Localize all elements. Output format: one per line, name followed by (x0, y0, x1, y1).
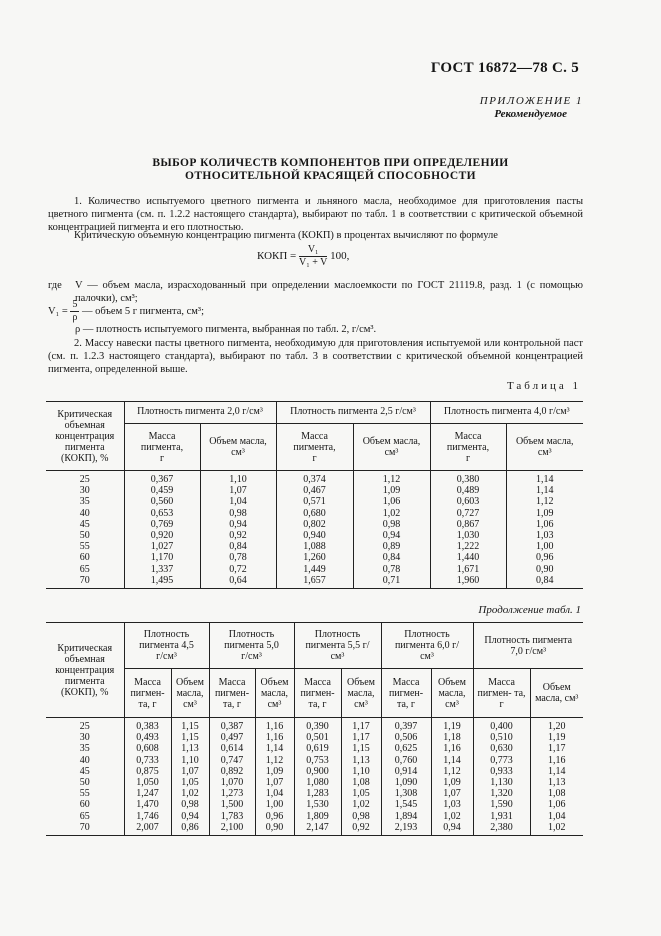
appendix-sublabel: Рекомендуемое (494, 108, 567, 120)
cell-kokp: 45 (79, 765, 90, 777)
table-cell: 1,657 (276, 575, 353, 589)
table-cell: 2,380 (473, 822, 530, 836)
table-cell: 1,495 (124, 575, 200, 589)
table-cell: 1,14 (506, 485, 583, 496)
table-row (46, 541, 583, 552)
table-cell: 1,10 (341, 766, 381, 777)
table1-subheader-volume: Объем масла, см³ (200, 424, 276, 471)
table-cell: 0,92 (341, 822, 381, 836)
table-cell: 1,05 (341, 788, 381, 799)
table-cell: 0,802 (276, 519, 353, 530)
table-row (46, 777, 583, 788)
table-row (46, 530, 583, 541)
table-cell: 0,390 (294, 718, 341, 733)
appendix-label: ПРИЛОЖЕНИЕ 1 (479, 95, 583, 107)
table-cell: 1,783 (209, 811, 255, 822)
table-cell: 0,84 (353, 552, 430, 563)
table-row (46, 552, 583, 563)
table-cell: 0,630 (473, 743, 530, 754)
cell-kokp: 30 (79, 732, 90, 744)
paragraph-3: 2. Массу навески пасты цветного пигмента, необходимую для приготовления испытуемой или контрольной паст (см. п. 1.2.3 настоящего стандарта), выбирают по табл. 3 в соответствии с критической объемной концентрацией пигмента, определенной выше. (48, 338, 583, 375)
table-cell: 1,13 (341, 755, 381, 766)
table1-label: Таблица 1 (506, 380, 581, 392)
table-cell: 1,088 (276, 541, 353, 552)
table-cell: 1,746 (124, 811, 171, 822)
table2-subheader-mass: Масса пигмен- та, г (294, 669, 341, 718)
table-cell: 0,467 (276, 485, 353, 496)
table-cell: 1,15 (341, 743, 381, 754)
table2-subheader-volume: Объем масла, см³ (341, 669, 381, 718)
table-cell: 1,20 (530, 718, 583, 733)
table-row (46, 485, 583, 496)
table2-subheader-mass: Масса пигмен- та, г (209, 669, 255, 718)
formula-lhs: КОКП = (257, 250, 297, 263)
table1-header-group: Плотность пигмента 2,0 г/см³ (124, 402, 276, 424)
cell-kokp: 65 (79, 563, 90, 575)
table2-header-group: Плотность пигмента 7,0 г/см³ (473, 623, 583, 669)
cell-kokp: 50 (79, 777, 90, 789)
v1-lhs: V₁ = (48, 305, 68, 317)
cell-kokp: 35 (79, 743, 90, 755)
section-title-line1: ВЫБОР КОЛИЧЕСТВ КОМПОНЕНТОВ ПРИ ОПРЕДЕЛЕНИИ (152, 157, 509, 169)
table-cell: 0,653 (124, 508, 200, 519)
cell-kokp: 35 (79, 496, 90, 508)
table-cell: 1,02 (171, 788, 209, 799)
table-cell: 0,94 (431, 822, 473, 836)
table2-subheader-mass: Масса пигмен- та, г (124, 669, 171, 718)
table-cell: 1,13 (171, 743, 209, 754)
table-cell: 0,510 (473, 732, 530, 743)
table-cell: 1,931 (473, 811, 530, 822)
table-cell: 1,10 (171, 755, 209, 766)
cell-kokp: 65 (79, 810, 90, 822)
table-row (46, 799, 583, 810)
table-cell: 1,545 (381, 799, 431, 810)
table-cell: 0,98 (341, 811, 381, 822)
table2-header-group: Плотность пигмента 6,0 г/см³ (381, 623, 473, 669)
cell-kokp: 40 (79, 754, 90, 766)
table-cell: 0,933 (473, 766, 530, 777)
table-cell: 0,94 (171, 811, 209, 822)
table1-continuation-label: Продолжение табл. 1 (478, 604, 581, 616)
table-cell: 1,080 (294, 777, 341, 788)
table-cell: 1,04 (255, 788, 294, 799)
table-cell: 1,06 (353, 496, 430, 507)
table-cell: 0,78 (353, 564, 430, 575)
v1-fraction (70, 299, 79, 324)
table-cell: 0,98 (200, 508, 276, 519)
table1-header-group: Плотность пигмента 2,5 г/см³ (276, 402, 430, 424)
table-cell: 0,459 (124, 485, 200, 496)
table-cell: 1,894 (381, 811, 431, 822)
table-cell: 0,72 (200, 564, 276, 575)
table-cell: 2,007 (124, 822, 171, 836)
table2-subheader-volume: Объем масла, см³ (431, 669, 473, 718)
table-cell: 0,614 (209, 743, 255, 754)
table-cell: 0,760 (381, 755, 431, 766)
table-cell: 1,030 (430, 530, 506, 541)
table-cell: 1,07 (431, 788, 473, 799)
table-cell: 1,07 (200, 485, 276, 496)
table-cell: 0,96 (506, 552, 583, 563)
table1-subheader-mass: Масса пигмента, г (276, 424, 353, 471)
table-row (46, 732, 583, 743)
table-cell: 0,603 (430, 496, 506, 507)
table-cell: 0,608 (124, 743, 171, 754)
table-cell: 0,900 (294, 766, 341, 777)
where-v1-row (48, 299, 204, 324)
table-row (46, 519, 583, 530)
table-cell: 1,02 (530, 822, 583, 836)
table-cell: 1,027 (124, 541, 200, 552)
table1-subheader-mass: Масса пигмента, г (430, 424, 506, 471)
table-cell: 1,14 (431, 755, 473, 766)
table-row (46, 564, 583, 575)
table-cell: 1,12 (255, 755, 294, 766)
table-cell: 1,16 (431, 743, 473, 754)
table-1-continuation (46, 622, 583, 836)
table-cell: 0,619 (294, 743, 341, 754)
table-cell: 0,96 (255, 811, 294, 822)
table-cell: 0,560 (124, 496, 200, 507)
table2-header-group: Плотность пигмента 5,5 г/см³ (294, 623, 381, 669)
section-title-line2: ОТНОСИТЕЛЬНОЙ КРАСЯЩЕЙ СПОСОБНОСТИ (184, 170, 477, 182)
table-cell: 1,03 (506, 530, 583, 541)
table-cell: 0,867 (430, 519, 506, 530)
table-cell: 1,16 (530, 755, 583, 766)
table-cell: 1,320 (473, 788, 530, 799)
formula-denominator: V₁ + V (299, 257, 328, 268)
table1-subheader-volume: Объем масла, см³ (506, 424, 583, 471)
table-cell: 0,90 (255, 822, 294, 836)
table-cell: 0,71 (353, 575, 430, 589)
table-cell: 1,050 (124, 777, 171, 788)
table-cell: 0,489 (430, 485, 506, 496)
table-cell: 0,98 (171, 799, 209, 810)
table-cell: 1,15 (171, 732, 209, 743)
table-cell: 1,18 (431, 732, 473, 743)
table-row (46, 755, 583, 766)
table-cell: 1,07 (171, 766, 209, 777)
table2-header-group: Плотность пигмента 4,5 г/см³ (124, 623, 209, 669)
table-row (46, 811, 583, 822)
table-cell: 0,64 (200, 575, 276, 589)
table-cell: 0,94 (200, 519, 276, 530)
table-cell: 1,247 (124, 788, 171, 799)
table-cell: 0,940 (276, 530, 353, 541)
table-cell: 1,06 (530, 799, 583, 810)
table-cell: 1,222 (430, 541, 506, 552)
table2-subheader-mass: Масса пигмен- та, г (473, 669, 530, 718)
v1-definition: — объем 5 г пигмента, см³; (82, 305, 204, 317)
table-1 (46, 401, 583, 589)
table-cell: 0,733 (124, 755, 171, 766)
table1-header-group: Плотность пигмента 4,0 г/см³ (430, 402, 583, 424)
table-cell: 1,00 (255, 799, 294, 810)
table-cell: 1,06 (506, 519, 583, 530)
table-cell: 1,14 (255, 743, 294, 754)
table-cell: 1,08 (530, 788, 583, 799)
table-cell: 1,16 (255, 732, 294, 743)
table-cell: 1,337 (124, 564, 200, 575)
formula-fraction (299, 244, 327, 269)
table-cell: 1,809 (294, 811, 341, 822)
table-cell: 2,100 (209, 822, 255, 836)
table-cell: 1,130 (473, 777, 530, 788)
table-cell: 0,501 (294, 732, 341, 743)
where-lead: где (48, 280, 62, 291)
v1-denominator: ρ (72, 312, 78, 323)
table-cell: 2,193 (381, 822, 431, 836)
table-cell: 0,380 (430, 471, 506, 486)
table-cell: 2,147 (294, 822, 341, 836)
cell-kokp: 25 (79, 721, 90, 732)
table-cell: 1,03 (431, 799, 473, 810)
table-cell: 1,470 (124, 799, 171, 810)
paragraph-1: 1. Количество испытуемого цветного пигмента и льняного масла, необходимое для приготовления пасты цветного пигмента (см. п. 1.2.2 настоящего стандарта), выбирают по табл. 1 в соответствии с критической объемной концентрацией пигмента и его плотностью. (48, 196, 583, 233)
table-cell: 1,12 (431, 766, 473, 777)
table2-subheader-volume: Объем масла, см³ (171, 669, 209, 718)
cell-kokp: 45 (79, 518, 90, 530)
table-row (46, 496, 583, 507)
table-cell: 0,920 (124, 530, 200, 541)
table-cell: 1,283 (294, 788, 341, 799)
table-cell: 1,170 (124, 552, 200, 563)
table-cell: 1,13 (530, 777, 583, 788)
table-cell: 1,09 (431, 777, 473, 788)
formula-kokp (257, 244, 349, 269)
table1-subheader-mass: Масса пигмента, г (124, 424, 200, 471)
table-cell: 1,09 (353, 485, 430, 496)
cell-kokp: 40 (79, 507, 90, 519)
table-cell: 0,875 (124, 766, 171, 777)
table-cell: 0,892 (209, 766, 255, 777)
table-cell: 1,04 (530, 811, 583, 822)
cell-kokp: 70 (46, 822, 124, 836)
table-cell: 1,960 (430, 575, 506, 589)
table-cell: 1,440 (430, 552, 506, 563)
where-rho-definition: ρ — плотность испытуемого пигмента, выбранная по табл. 2, г/см³. (75, 324, 377, 335)
table-cell: 0,86 (171, 822, 209, 836)
table-cell: 0,497 (209, 732, 255, 743)
table-cell: 1,19 (431, 718, 473, 733)
table-cell: 1,590 (473, 799, 530, 810)
table-cell: 0,493 (124, 732, 171, 743)
table-row (46, 788, 583, 799)
table-row (46, 508, 583, 519)
table-cell: 0,914 (381, 766, 431, 777)
cell-kokp: 60 (79, 799, 90, 811)
table-cell: 0,98 (353, 519, 430, 530)
table-cell: 0,753 (294, 755, 341, 766)
table-cell: 1,308 (381, 788, 431, 799)
table-cell: 0,78 (200, 552, 276, 563)
table-cell: 0,387 (209, 718, 255, 733)
table-cell: 0,400 (473, 718, 530, 733)
table-cell: 1,530 (294, 799, 341, 810)
table2-subheader-mass: Масса пигмен- та, г (381, 669, 431, 718)
table-cell: 0,506 (381, 732, 431, 743)
table-cell: 0,773 (473, 755, 530, 766)
table-row (46, 766, 583, 777)
table-cell: 1,14 (530, 766, 583, 777)
where-v-definition: V — объем масла, израсходованный при определении маслоемкости по ГОСТ 21119.8, разд. 1 (с помощью палочки), см³; (75, 280, 583, 304)
table-cell: 1,02 (341, 799, 381, 810)
table-cell: 0,727 (430, 508, 506, 519)
table-cell: 1,02 (431, 811, 473, 822)
table-cell: 1,15 (171, 718, 209, 733)
table-cell: 1,14 (506, 471, 583, 486)
table-cell: 1,08 (341, 777, 381, 788)
table-cell: 1,09 (506, 508, 583, 519)
table-cell: 0,90 (506, 564, 583, 575)
table-cell: 1,17 (530, 743, 583, 754)
table-cell: 1,12 (506, 496, 583, 507)
table-cell: 0,397 (381, 718, 431, 733)
cell-kokp: 55 (79, 541, 90, 553)
table-cell: 0,680 (276, 508, 353, 519)
table-cell: 0,769 (124, 519, 200, 530)
formula-numerator: V₁ (299, 244, 327, 257)
table2-subheader-volume: Объем масла, см³ (530, 669, 583, 718)
table-cell: 1,500 (209, 799, 255, 810)
table-cell: 1,17 (341, 718, 381, 733)
table-cell: 1,12 (353, 471, 430, 486)
cell-kokp: 50 (79, 530, 90, 542)
table-cell: 0,89 (353, 541, 430, 552)
v1-numerator: 5 (72, 299, 78, 310)
cell-kokp: 55 (79, 788, 90, 800)
table-cell: 1,10 (200, 471, 276, 486)
table1-subheader-volume: Объем масла, см³ (353, 424, 430, 471)
table-cell: 1,260 (276, 552, 353, 563)
table-cell: 1,00 (506, 541, 583, 552)
table-cell: 1,04 (200, 496, 276, 507)
table-cell: 0,94 (353, 530, 430, 541)
paragraph-2: Критическую объемную концентрацию пигмента (КОКП) в процентах вычисляют по формуле (74, 230, 498, 241)
table2-subheader-volume: Объем масла, см³ (255, 669, 294, 718)
cell-kokp: 60 (79, 552, 90, 564)
table-cell: 0,92 (200, 530, 276, 541)
table-cell: 0,571 (276, 496, 353, 507)
table-cell: 0,84 (506, 575, 583, 589)
table2-header-kokp: Критическая объемная концентрация пигмента (КОКП), % (46, 623, 124, 718)
table-row (46, 743, 583, 754)
table-cell: 0,367 (124, 471, 200, 486)
formula-tail: 100, (330, 250, 350, 263)
table-cell: 1,070 (209, 777, 255, 788)
table-cell: 1,02 (353, 508, 430, 519)
table-row (46, 575, 583, 589)
table-cell: 0,383 (124, 718, 171, 733)
table-cell: 0,625 (381, 743, 431, 754)
cell-kokp: 30 (79, 485, 90, 497)
table-cell: 0,747 (209, 755, 255, 766)
table-row (46, 471, 583, 486)
table2-header-group: Плотность пигмента 5,0 г/см³ (209, 623, 294, 669)
table-cell: 1,19 (530, 732, 583, 743)
cell-kokp: 70 (46, 575, 124, 589)
table-cell: 0,84 (200, 541, 276, 552)
table-row (46, 822, 583, 836)
table-cell: 1,09 (255, 766, 294, 777)
cell-kokp: 25 (79, 474, 90, 485)
table1-header-kokp: Критическая объемная концентрация пигмента (КОКП), % (46, 402, 124, 471)
table-cell: 1,671 (430, 564, 506, 575)
table-cell: 1,05 (171, 777, 209, 788)
table-cell: 1,07 (255, 777, 294, 788)
table-cell: 1,273 (209, 788, 255, 799)
table-row (46, 718, 583, 733)
table-cell: 1,16 (255, 718, 294, 733)
table-cell: 1,090 (381, 777, 431, 788)
page-header: ГОСТ 16872—78 С. 5 (430, 60, 579, 76)
table-cell: 1,17 (341, 732, 381, 743)
table-cell: 1,449 (276, 564, 353, 575)
table-cell: 0,374 (276, 471, 353, 486)
